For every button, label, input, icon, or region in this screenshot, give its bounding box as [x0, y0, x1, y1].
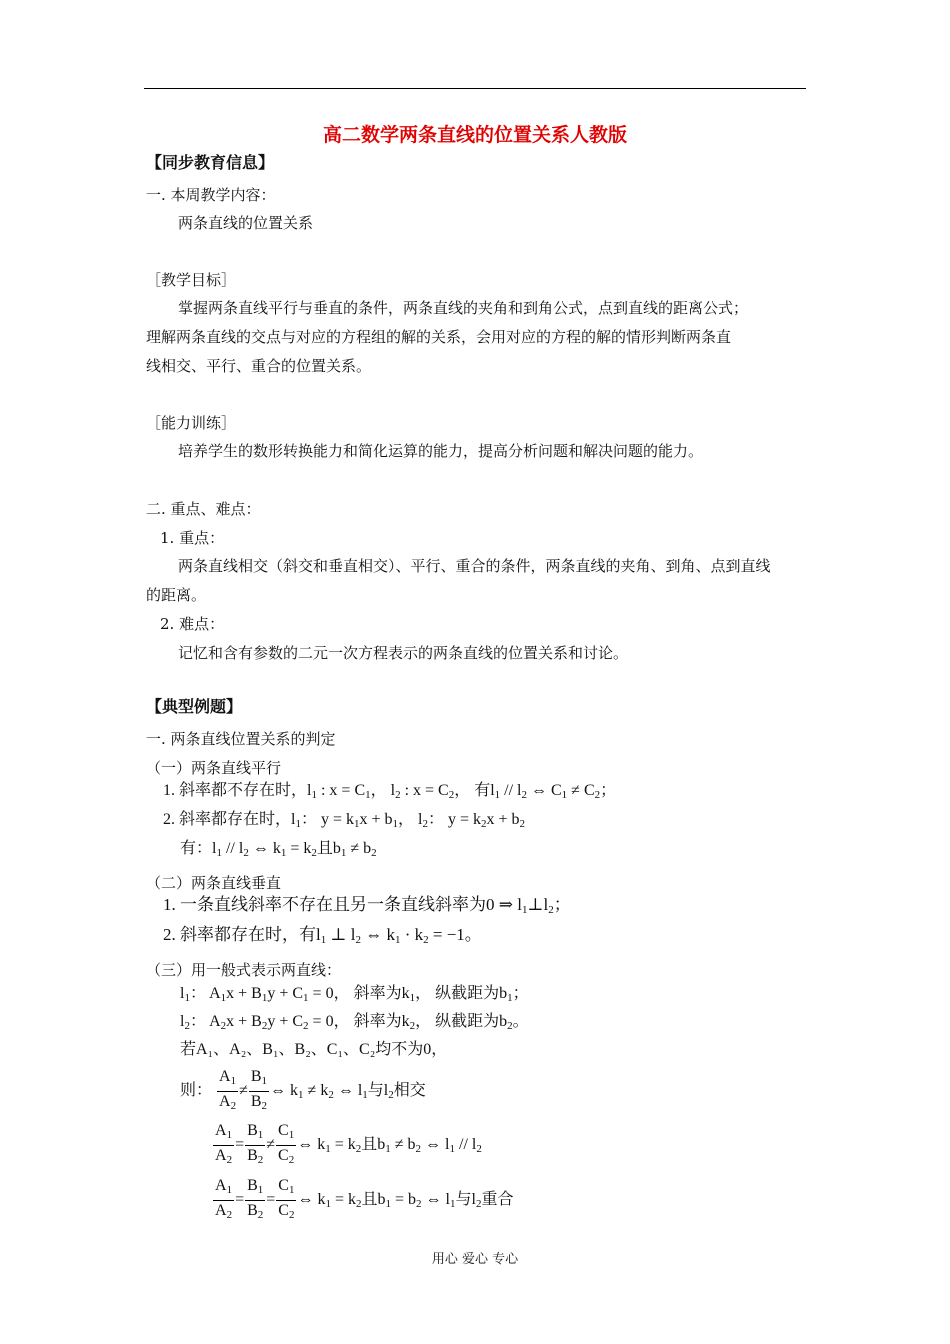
subheading-perpendicular: （二）两条直线垂直 — [146, 874, 282, 892]
perpendicular-case-1-label: 1. 一条直线斜率不存在且另一条直线斜率为0 ⇒ — [163, 895, 518, 914]
have-label: 有： — [180, 840, 213, 857]
parallel-case-2: 2. 斜率都存在时，l1： y = k1x + b1， l2： y = k2x + b2 — [163, 811, 526, 830]
fraction-b1-b2: $\frac{B1}{B2}$ — [250, 1068, 268, 1112]
content-heading: 一. 本周教学内容： — [146, 186, 276, 204]
parallel-case-1-label: 1. 斜率都不存在时， — [163, 782, 308, 799]
ability-text: 培养学生的数形转换能力和简化运算的能力，提高分析问题和解决问题的能力。 — [178, 442, 704, 460]
example-heading: 一. 两条直线位置关系的判定 — [146, 730, 336, 748]
perpendicular-case-2: 2. 斜率都存在时，有l1 ⊥ l2 ⇔ k1 · k2 = −1。 — [163, 925, 482, 946]
intercept-label-2: 纵截距为 — [435, 1013, 500, 1030]
subheading-parallel: （一）两条直线平行 — [146, 759, 282, 777]
nonzero-condition: 若A₁、A₂、B₁、B₂、C₁、C₂均不为0， — [180, 1041, 448, 1058]
line-2-general-form: l2： A2x + B2y + C2 = 0， 斜率为k2， 纵截距为b2。 — [180, 1013, 529, 1032]
goal-heading: ［教学目标］ — [146, 271, 237, 289]
fraction-b1-b2-parallel: $\frac{B1}{B2}$ — [247, 1122, 264, 1166]
intercept-label-1: 纵截距为 — [435, 985, 500, 1002]
key-point-2-heading: 2. 难点： — [160, 615, 225, 633]
coincide-label: 重合 — [481, 1191, 514, 1209]
fraction-c1-c2-parallel: $\frac{C1}{C2}$ — [278, 1122, 295, 1166]
parallel-case-1: 1. 斜率都不存在时，l1 : x = C1， l2 : x = C2， 有l1 // l2 ⇔ C1 ≠ C2； — [163, 782, 617, 801]
content-text: 两条直线的位置关系 — [178, 214, 314, 232]
intersect-label: 相交 — [393, 1082, 426, 1100]
fraction-a1-a2-parallel: $\frac{A1}{A2}$ — [215, 1122, 233, 1166]
key-point-1-line-2: 的距离。 — [146, 586, 207, 604]
intersect-condition: 则： $\frac{A1}{A2}$ ≠ $\frac{B1}{B2}$ ⇔ k1 ≠ k2 ⇔ l1与l2相交 — [180, 1067, 426, 1116]
perpendicular-case-1: 1. 一条直线斜率不存在且另一条直线斜率为0 ⇒ l1⊥l2； — [163, 895, 571, 916]
key-point-1-line-1: 两条直线相交（斜交和垂直相交）、平行、重合的条件，两条直线的夹角、到角、点到直线 — [178, 557, 771, 575]
page-footer: 用心 爱心 专心 — [431, 1252, 519, 1267]
fraction-a1-a2-coincide: $\frac{A1}{A2}$ — [215, 1177, 233, 1221]
subheading-general-form: （三）用一般式表示两直线： — [146, 961, 342, 979]
key-point-2-text: 记忆和含有参数的二元一次方程表示的两条直线的位置关系和讨论。 — [178, 644, 629, 662]
goal-line-2: 理解两条直线的交点与对应的方程组的解的关系，会用对应的方程的解的情形判断两条直 — [146, 328, 732, 346]
section-heading-examples: 【典型例题】 — [146, 697, 243, 716]
perpendicular-case-2-label: 2. 斜率都存在时，有 — [163, 925, 316, 944]
key-points-heading: 二. 重点、难点： — [146, 500, 261, 518]
fraction-b1-b2-coincide: $\frac{B1}{B2}$ — [247, 1177, 264, 1221]
parallel-condition: 有：l1 // l2 ⇔ k1 = k2且b1 ≠ b2 — [180, 840, 377, 859]
goal-line-1: 掌握两条直线平行与垂直的条件，两条直线的夹角和到角公式，点到直线的距离公式； — [178, 299, 749, 317]
coincide-condition: $\frac{A1}{A2}$ = $\frac{B1}{B2}$ = $\frac{C1}{C2}$ ⇔ k1 = k2且b1 = b2 ⇔ l1与l2重合 — [212, 1176, 513, 1225]
then-label: 则： — [180, 1082, 213, 1100]
parallel-case-2-label: 2. 斜率都存在时， — [163, 811, 292, 828]
slope-label-1: 斜率为 — [353, 985, 402, 1002]
parallel-general-condition: $\frac{A1}{A2}$ = $\frac{B1}{B2}$ ≠ $\frac{C1}{C2}$ ⇔ k1 = k2且b1 ≠ b2 ⇔ l1 // l2 — [212, 1121, 482, 1170]
key-point-1-heading: 1. 重点： — [160, 529, 225, 547]
fraction-a1-a2: $\frac{A1}{A2}$ — [219, 1068, 237, 1112]
slope-label-2: 斜率为 — [353, 1013, 402, 1030]
goal-line-3: 线相交、平行、重合的位置关系。 — [146, 357, 372, 375]
line-1-general-form: l1： A1x + B1y + C1 = 0， 斜率为k1， 纵截距为b1； — [180, 985, 529, 1004]
document-title: 高二数学两条直线的位置关系人教版 — [322, 124, 627, 146]
section-heading-sync-info: 【同步教育信息】 — [146, 153, 275, 172]
header-rule — [144, 88, 806, 89]
ability-heading: ［能力训练］ — [146, 414, 237, 432]
fraction-c1-c2-coincide: $\frac{C1}{C2}$ — [278, 1177, 295, 1221]
